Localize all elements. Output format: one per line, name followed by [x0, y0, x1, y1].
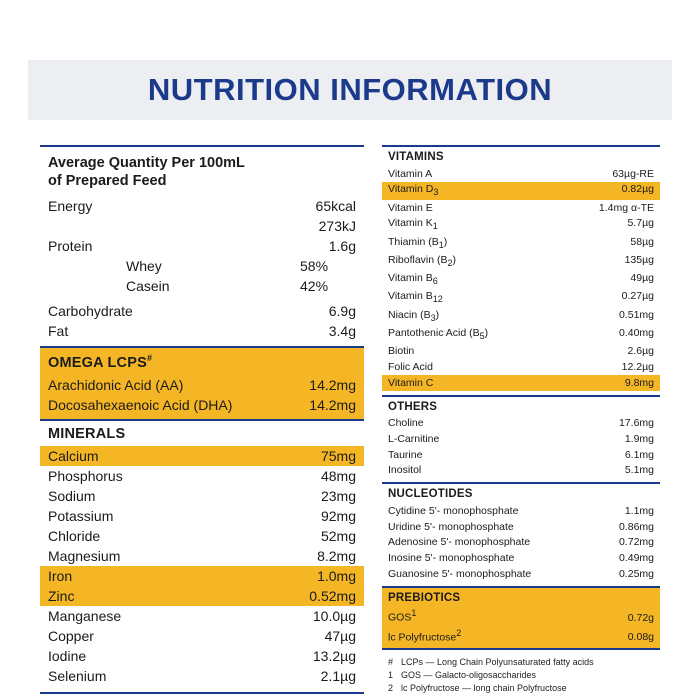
table-row: [382, 359, 660, 375]
table-row: [40, 466, 364, 486]
nutrient-label: Biotin: [388, 345, 415, 358]
nutrient-label: L-Carnitine: [388, 432, 440, 445]
nutrient-value: 0.27µg: [621, 290, 654, 303]
nutrient-value: 12.2µg: [621, 360, 654, 373]
nutrient-value: 14.2mg: [309, 397, 356, 414]
nutrient-value: 0.08g: [627, 631, 654, 644]
nutrient-value: 48mg: [320, 468, 356, 485]
table-row: [382, 551, 660, 567]
panels-container: [40, 145, 660, 695]
footnote-text: LCPs — Long Chain Polyunsaturated fatty acids: [401, 657, 594, 668]
right-panel: [382, 145, 660, 695]
table-row: [382, 416, 660, 432]
footnote-mark: #: [388, 657, 394, 668]
nutrient-value: 63µg-RE: [612, 167, 654, 180]
nutrient-value: 47µg: [324, 628, 356, 645]
nutrient-value: 0.82µg: [621, 183, 654, 196]
nutrient-label: Potassium: [48, 508, 114, 525]
nutrient-value: 0.25mg: [618, 567, 654, 580]
nutrient-label: Folic Acid: [388, 360, 433, 373]
table-row: [382, 252, 660, 270]
table-row: [382, 271, 660, 289]
nutrient-value: 0.52mg: [309, 588, 356, 605]
nutrient-value: 0.49mg: [618, 552, 654, 565]
table-row: [40, 375, 364, 395]
nutrient-label: Fat: [48, 323, 69, 340]
footnote-mark: 2: [388, 683, 394, 694]
nutrient-label: Vitamin C: [388, 376, 434, 389]
nutrient-label: Calcium: [48, 448, 99, 465]
nutrient-label: Protein: [48, 238, 93, 255]
nutrient-label: Vitamin D3: [388, 183, 439, 198]
left-panel: [40, 145, 364, 695]
nutrient-label: Copper: [48, 628, 94, 645]
nutrient-value: 3.4g: [328, 323, 356, 340]
nutrient-label: Docosahexaenoic Acid (DHA): [48, 397, 233, 414]
table-row: [382, 566, 660, 582]
nutrient-value: 23mg: [320, 488, 356, 505]
table-row: [382, 166, 660, 182]
nutrient-value: 5.1mg: [624, 464, 654, 477]
table-row: [382, 200, 660, 216]
table-row: [40, 546, 364, 566]
table-row: [40, 506, 364, 526]
omega-section: [40, 348, 364, 419]
table-row: [382, 307, 660, 325]
nutrient-label: Vitamin A: [388, 167, 433, 180]
nutrient-label: Thiamin (B1): [388, 235, 448, 250]
nutrient-percent: 58%: [300, 258, 329, 275]
nutrient-value: 17.6mg: [618, 417, 654, 430]
nutrient-label: Inositol: [388, 464, 422, 477]
nutrient-label: Chloride: [48, 528, 101, 545]
nutrient-value: 1.0mg: [317, 568, 356, 585]
table-row: [40, 236, 364, 256]
nutrient-label: Taurine: [388, 448, 423, 461]
nutrient-value: 1.6g: [328, 238, 356, 255]
footnote-item: [388, 669, 654, 682]
table-row: [382, 503, 660, 519]
nutrient-value: 273kJ: [318, 218, 356, 235]
nutrient-label: Uridine 5'- monophosphate: [388, 520, 514, 533]
nutrient-value: 14.2mg: [309, 377, 356, 394]
nutrient-label: Adenosine 5'- monophosphate: [388, 536, 531, 549]
nutrient-label: Guanosine 5'- monophosphate: [388, 567, 532, 580]
nutrient-value: 1.1mg: [624, 505, 654, 518]
nutrient-label: Riboflavin (B2): [388, 253, 457, 268]
nutrient-label: Vitamin B6: [388, 272, 438, 287]
nutrient-label: Carbohydrate: [48, 303, 133, 320]
nutrient-label: Zinc: [48, 588, 75, 605]
nutrient-value: 0.72g: [627, 611, 654, 624]
table-row: [382, 216, 660, 234]
table-row: [40, 196, 364, 216]
footnote-item: [388, 656, 654, 669]
nutrient-value: 9.8mg: [624, 376, 654, 389]
table-row: [382, 447, 660, 463]
omega-heading-text: OMEGA LCPS: [48, 355, 147, 372]
basic-nutrients-list: [40, 196, 364, 341]
vitamins-heading: VITAMINS: [388, 151, 444, 163]
minerals-section: [40, 421, 364, 686]
nutrient-value: 49µg: [630, 272, 654, 285]
table-row: [40, 486, 364, 506]
nutrient-value: 1.4mg α-TE: [598, 201, 654, 214]
nutrient-percent: 42%: [300, 278, 329, 295]
footnotes: [382, 650, 660, 695]
table-row: [40, 606, 364, 626]
nutrient-label: Pantothenic Acid (B5): [388, 326, 489, 342]
nutrient-value: 0.51mg: [618, 308, 654, 321]
nutrient-value: 8.2mg: [317, 548, 356, 565]
nutrient-label: Iodine: [48, 648, 87, 665]
table-row: [382, 431, 660, 447]
omega-heading-superscript: #: [146, 353, 153, 364]
table-row: [40, 646, 364, 666]
nutrient-value: 6.9g: [328, 303, 356, 320]
prebiotics-section: [382, 588, 660, 648]
omega-heading: [40, 348, 364, 375]
table-row: [40, 566, 364, 586]
nutrient-value: 10.0µg: [312, 608, 356, 625]
nutrient-value: 75mg: [320, 448, 356, 465]
table-row: [382, 325, 660, 343]
nutrient-label: Cytidine 5'- monophosphate: [388, 505, 519, 518]
nutrient-label: Vitamin B12: [388, 290, 443, 305]
footnote-text: lc Polyfructose — long chain Polyfructose: [401, 683, 567, 694]
nutrient-value: 2.6µg: [627, 345, 654, 358]
nutrient-label: Energy: [48, 198, 93, 215]
page-title: NUTRITION INFORMATION: [147, 72, 553, 107]
nutrient-label: Selenium: [48, 668, 107, 685]
left-bottom-rule: [40, 692, 364, 694]
vitamins-section: [382, 147, 660, 391]
nutrient-value: 1.9mg: [624, 432, 654, 445]
table-row: [382, 375, 660, 391]
nutrient-label: Inosine 5'- monophosphate: [388, 552, 515, 565]
table-row: [382, 182, 660, 200]
nutrient-value: 0.40mg: [618, 326, 654, 339]
nutrient-label: GOS1: [388, 608, 417, 624]
average-quantity-heading: [40, 147, 364, 196]
table-row: [382, 289, 660, 307]
nutrient-value: 92mg: [320, 508, 356, 525]
table-row: [40, 586, 364, 606]
nutrient-label: Whey: [126, 258, 162, 275]
table-row: [382, 519, 660, 535]
table-row: [382, 626, 660, 645]
table-row: [40, 446, 364, 466]
nutrient-value: 13.2µg: [312, 648, 356, 665]
minerals-heading: MINERALS: [48, 426, 126, 443]
nutrient-label: Sodium: [48, 488, 96, 505]
nutrient-label: Phosphorus: [48, 468, 123, 485]
nutrient-label: Vitamin E: [388, 201, 433, 214]
table-row: [40, 321, 364, 341]
nutrient-label: Manganese: [48, 608, 122, 625]
nutrient-value: 52mg: [320, 528, 356, 545]
table-row: [382, 344, 660, 360]
table-row: [382, 607, 660, 626]
nutrient-label: lc Polyfructose2: [388, 627, 462, 644]
others-section: [382, 397, 660, 479]
nutrient-value: 6.1mg: [624, 448, 654, 461]
footnote-item: [388, 682, 654, 695]
average-quantity-line1: Average Quantity Per 100mL: [48, 155, 245, 171]
nutrient-label: Magnesium: [48, 548, 121, 565]
nutrient-value: 0.86mg: [618, 520, 654, 533]
prebiotics-heading: PREBIOTICS: [388, 591, 461, 604]
nutrient-value: 2.1µg: [320, 668, 356, 685]
title-band: [28, 60, 672, 120]
table-row: [40, 276, 364, 296]
average-quantity-line2: of Prepared Feed: [48, 173, 167, 190]
nucleotides-section: [382, 484, 660, 581]
table-row: [40, 526, 364, 546]
nutrient-value: 58µg: [630, 235, 654, 248]
table-row: [382, 234, 660, 252]
table-row: [40, 626, 364, 646]
nutrient-label: Niacin (B3): [388, 308, 440, 323]
table-row: [40, 395, 364, 415]
footnote-mark: 1: [388, 670, 394, 681]
table-row: [40, 301, 364, 321]
nutrient-value: 0.72mg: [618, 536, 654, 549]
nucleotides-heading: NUCLEOTIDES: [388, 488, 473, 501]
footnote-text: GOS — Galacto-oligosaccharides: [401, 670, 537, 681]
nutrient-value: 5.7µg: [627, 217, 654, 230]
table-row: [40, 216, 364, 236]
table-row: [382, 535, 660, 551]
nutrient-label: Casein: [126, 278, 170, 295]
table-row: [40, 256, 364, 276]
nutrient-value: 135µg: [624, 253, 654, 266]
nutrient-value: 65kcal: [315, 198, 356, 215]
nutrient-label: Arachidonic Acid (AA): [48, 377, 184, 394]
others-heading: OTHERS: [388, 400, 438, 413]
nutrient-label: Vitamin K1: [388, 217, 438, 232]
nutrient-label: Iron: [48, 568, 73, 585]
nutrient-label: Choline: [388, 417, 424, 430]
table-row: [40, 666, 364, 686]
table-row: [382, 463, 660, 479]
